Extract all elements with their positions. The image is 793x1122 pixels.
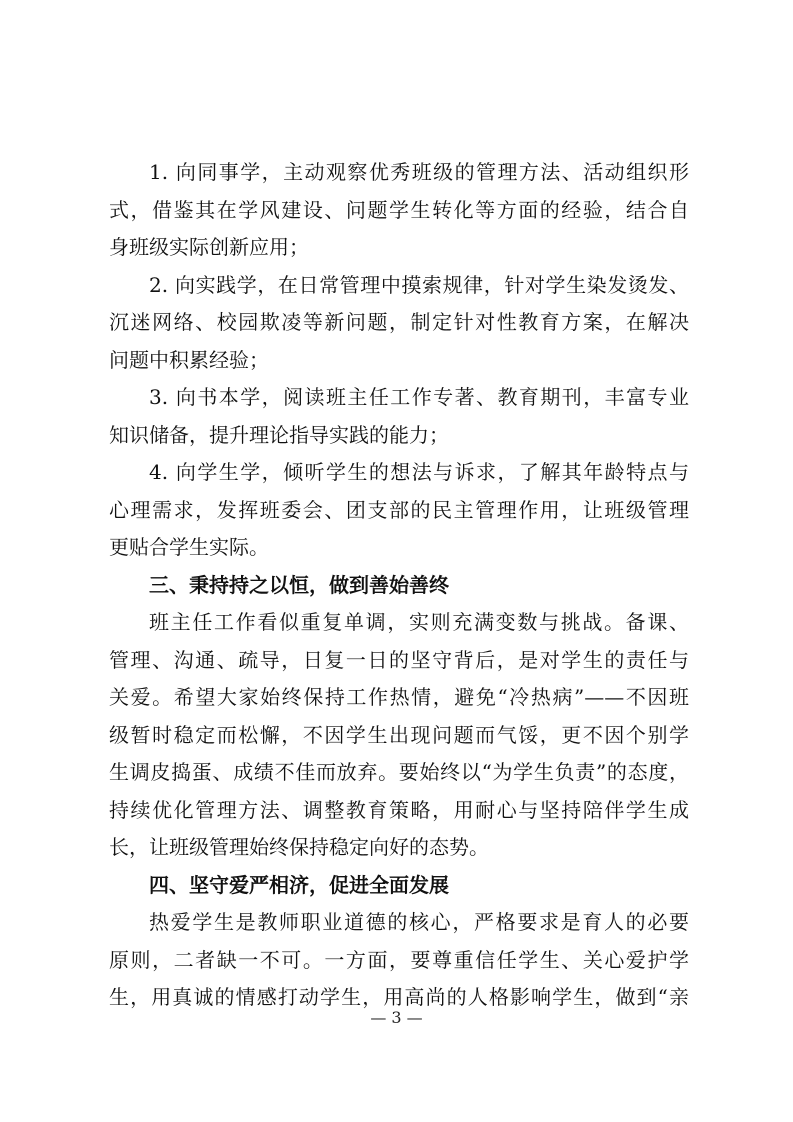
paragraph-item-1 [109,154,689,267]
text-line: 班主任工作看似重复单调，实则充满变数与挑战。备课、 [149,610,689,634]
text-line: 级暂时稳定而松懈，不因学生出现问题而气馁，更不因个别学 [109,722,689,747]
text-line: 长，让班级管理始终保持稳定向好的态势。 [109,835,489,859]
page-number: — 3 — [370,1008,423,1027]
text-line: 心理需求，发挥班委会、团支部的民主管理作用，让班级管理 [109,497,689,522]
text-line: 生，用真诚的情感打动学生，用高尚的人格影响学生，做到“亲 [109,985,689,1009]
text-line: 热爱学生是教师职业道德的核心，严格要求是育人的必要 [149,910,689,934]
section-heading-4: 四、坚守爱严相济，促进全面发展 [149,872,449,897]
text-line: 生调皮捣蛋、成绩不佳而放弃。要始终以“为学生负责”的态度， [109,760,689,784]
text-line: 沉迷网络、校园欺凌等新问题，制定针对性教育方案，在解决 [109,310,689,334]
text-line: 式，借鉴其在学风建设、问题学生转化等方面的经验，结合自 [109,197,689,222]
document-body [109,154,689,1017]
paragraph-body-1 [109,604,689,867]
text-line: 1. 向同事学，主动观察优秀班级的管理方法、活动组织形 [149,160,689,184]
text-line: 身班级实际创新应用； [109,235,309,259]
paragraph-item-4 [109,454,689,567]
text-line: 2. 向实践学，在日常管理中摸索规律，针对学生染发烫发、 [149,272,689,297]
text-line: 持续优化管理方法、调整教育策略，用耐心与坚持陪伴学生成 [109,797,689,822]
text-line: 更贴合学生实际。 [109,535,269,559]
text-line: 管理、沟通、疏导，日复一日的坚守背后，是对学生的责任与 [109,647,689,672]
text-line: 3. 向书本学，阅读班主任工作专著、教育期刊，丰富专业 [149,385,689,409]
text-line: 原则，二者缺一不可。一方面，要尊重信任学生、关心爱护学 [109,947,689,972]
section-heading-3: 三、秉持持之以恒，做到善始善终 [149,572,449,597]
text-line: 4. 向学生学，倾听学生的想法与诉求，了解其年龄特点与 [149,460,689,484]
paragraph-body-2 [109,904,689,1017]
text-line: 知识储备，提升理论指导实践的能力； [109,422,449,447]
paragraph-item-2 [109,267,689,380]
text-line: 问题中积累经验； [109,347,269,372]
paragraph-item-3 [109,379,689,454]
text-line: 关爱。希望大家始终保持工作热情，避免“冷热病”——不因班 [109,685,689,709]
